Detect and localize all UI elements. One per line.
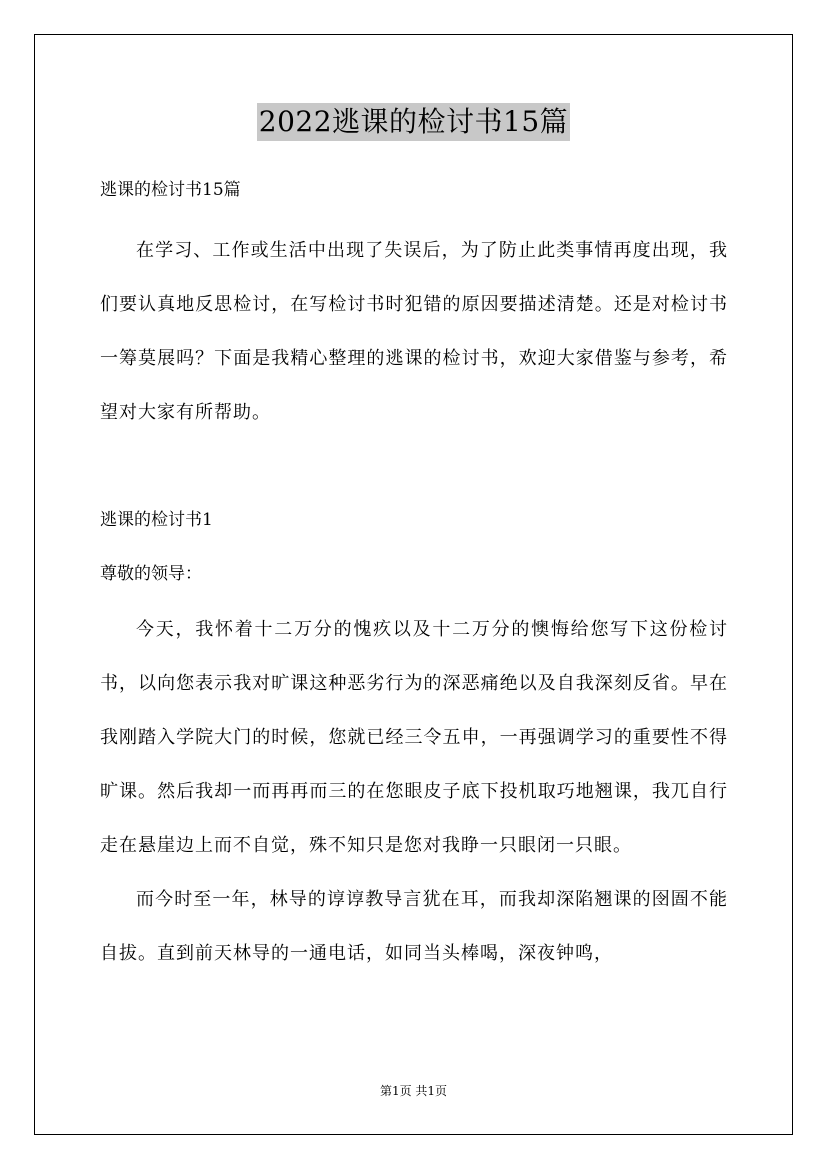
title-container bbox=[0, 103, 827, 141]
section-heading: 逃课的检讨书1 bbox=[100, 510, 213, 530]
document-title: 2022逃课的检讨书15篇 bbox=[257, 103, 570, 141]
intro-paragraph: 在学习、工作或生活中出现了失误后，为了防止此类事情再度出现，我们要认真地反思检讨，在写检讨书时犯错的原因要描述清楚。还是对检讨书一筹莫展吗？下面是我精心整理的逃课的检讨书，欢迎大家借鉴与参考，希望对大家有所帮助。 bbox=[100, 240, 728, 423]
page-footer: 第1页 共1页 bbox=[379, 1084, 448, 1098]
salutation: 尊敬的领导： bbox=[100, 564, 202, 584]
document-subtitle: 逃课的检讨书15篇 bbox=[100, 180, 241, 200]
body-paragraph: 今天，我怀着十二万分的愧疚以及十二万分的懊悔给您写下这份检讨书，以向您表示我对旷课这种恶劣行为的深恶痛绝以及自我深刻反省。早在我刚踏入学院大门的时候，您就已经三令五申，一再强调学习的重要性不得旷课。然后我却一而再再而三的在您眼皮子底下投机取巧地翘课，我兀自行走在悬崖边上而不自觉，殊不知只是您对我睁一只眼闭一只眼。 bbox=[100, 619, 728, 856]
document-body bbox=[100, 176, 728, 981]
body-paragraph: 而今时至一年，林导的谆谆教导言犹在耳，而我却深陷翘课的囹圄不能自拔。直到前天林导的一通电话，如同当头棒喝，深夜钟鸣， bbox=[100, 889, 728, 964]
